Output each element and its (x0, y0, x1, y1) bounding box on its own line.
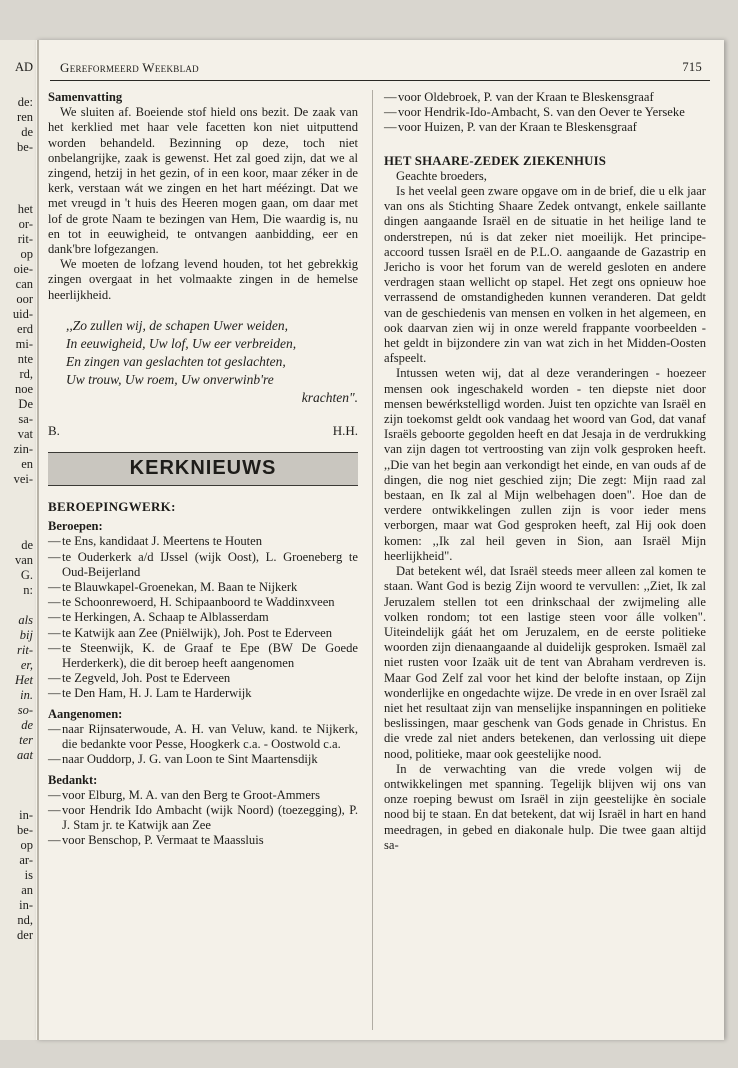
paragraph: We moeten de lofzang levend houden, tot het gebrekkig zingen overgaat in het volmaakte zingen in de hemelse heerlijkheid. (48, 257, 358, 302)
beroepen-list (48, 534, 358, 701)
signature-left: B. (48, 422, 60, 438)
previous-page-fragment: rit- (17, 232, 33, 246)
previous-page-fragment: oor (16, 292, 33, 306)
list-item (48, 686, 358, 701)
previous-page-fragment: er, (20, 658, 33, 672)
previous-page-fragment: uid- (12, 307, 33, 321)
list-item (48, 626, 358, 641)
dash-bullet: — (48, 686, 61, 701)
bedankt-label: Bedankt: (48, 772, 98, 787)
poem (48, 317, 358, 407)
previous-page-fragment: nte (17, 352, 33, 366)
dash-bullet: — (48, 610, 61, 625)
list-item (48, 833, 358, 848)
list-item (48, 534, 358, 549)
list-item (48, 610, 358, 625)
dash-bullet: — (48, 595, 61, 610)
previous-page-fragment: can (15, 277, 33, 291)
previous-page-fragment: De (18, 397, 33, 411)
binding-edge (37, 40, 39, 1040)
previous-page-fragment: oie- (13, 262, 33, 276)
paragraph: In de verwachting van die vrede volgen wij de ontwikkelingen met spanning. Tegelijk blijven wij ons van onze roeping bewust om Israël in zijn geestelijke èn sociale nood bij te staan. En dat betekent, dat wij Israël in hart en hand meedragen, in gebed en diakonale hulp. Die twee gaan altijd sa- (384, 761, 706, 852)
page-number: 715 (682, 60, 702, 74)
section-heading: Samenvatting (48, 90, 123, 104)
aangenomen-list (48, 722, 358, 768)
previous-page-fragment: an (21, 883, 33, 897)
dash-bullet: — (48, 787, 61, 802)
bedankt-continued-list (384, 90, 706, 136)
previous-page-fragment: nd, (17, 913, 33, 927)
dash-bullet: — (48, 640, 61, 655)
greeting: Geachte broeders, (396, 168, 487, 183)
list-item (48, 803, 358, 833)
column-divider (372, 90, 373, 1030)
dash-bullet: — (48, 721, 61, 736)
list-item-text: te Ouderkerk a/d IJssel (wijk Oost), L. Groeneberg te Oud-Beijerland (62, 549, 358, 579)
dash-bullet: — (48, 580, 61, 595)
previous-page-fragment: AD (14, 60, 33, 74)
list-item-text: voor Hendrik-Ido-Ambacht, S. van den Oever te Yerseke (398, 105, 685, 120)
list-item (48, 550, 358, 580)
previous-page-fragment: be- (17, 823, 33, 837)
previous-page-fragment: ar- (19, 853, 33, 867)
dash-bullet: — (384, 105, 397, 120)
previous-page-fragment: bij (19, 628, 33, 642)
previous-page-fragment: so- (17, 703, 33, 717)
dash-bullet: — (48, 833, 61, 848)
previous-page-fragment: de (21, 538, 33, 552)
list-item (48, 641, 358, 671)
list-item (48, 595, 358, 610)
list-item (48, 788, 358, 803)
previous-page-fragment: op (20, 247, 33, 261)
list-item-text: naar Ouddorp, J. G. van Loon te Sint Maartensdijk (62, 752, 318, 767)
signature-right: H.H. (332, 422, 358, 438)
dash-bullet: — (48, 752, 61, 767)
previous-page-fragment: zin- (13, 442, 33, 456)
paragraph: We sluiten af. Boeiende stof hield ons bezit. De zaak van het kerklied met haar vele facetten kon niet uitputtend worden behandeld. Bezinning op deze, toch niet onbelangrijke, zaak is gewenst. Het zal goed zijn, dat we al zingend, hetzij in het gezin, of in een koor, maar zéker in de kerk, verstaan wát we zingen en het hart méézingt. Dat we met vreugd in 't huis des Heeren mogen gaan, om daar met lof de grote Naam te bezingen van Hem, Die waardig is, nu en tot in eeuwigheid, te ontvangen aanbidding, eer en dank'bre lofgezangen. (48, 105, 358, 257)
list-item-text: voor Benschop, P. Vermaat te Maassluis (62, 833, 264, 848)
previous-page-fragment: het (17, 202, 33, 216)
list-item-text: voor Hendrik Ido Ambacht (wijk Noord) (toezegging), P. J. Stam jr. te Katwijk aan Zee (62, 802, 358, 833)
signature (48, 423, 358, 438)
aangenomen-label: Aangenomen: (48, 706, 123, 721)
dash-bullet: — (48, 534, 61, 549)
journal-title: Gereformeerd Weekblad (60, 60, 199, 75)
poem-line: krachten". (301, 389, 358, 405)
list-item (48, 580, 358, 595)
previous-page-fragment: de (21, 125, 33, 139)
previous-page-fragment: de: (17, 95, 33, 109)
list-item-text: te Schoonrewoerd, H. Schipaanboord te Waddinxveen (62, 595, 335, 610)
dash-bullet: — (48, 802, 61, 817)
list-item-text: te Zegveld, Joh. Post te Ederveen (62, 671, 231, 686)
previous-page-fragment: noe (14, 382, 33, 396)
previous-page-fragment: de (21, 718, 33, 732)
list-item-text: te Katwijk aan Zee (Pniëlwijk), Joh. Post te Ederveen (62, 625, 332, 640)
previous-page-fragment: en (21, 457, 33, 471)
list-item-text: te Steenwijk, K. de Graaf te Epe (BW De Goede Herderkerk), die dit beroep heeft aangenomen (62, 640, 358, 671)
previous-page-fragment: rit- (17, 643, 33, 657)
article-heading: HET SHAARE-ZEDEK ZIEKENHUIS (384, 153, 607, 168)
previous-page-fragment: der (17, 928, 33, 942)
right-column (384, 90, 706, 853)
previous-page-fragment: or- (18, 217, 33, 231)
list-item-text: te Blauwkapel-Groenekan, M. Baan te Nijkerk (62, 580, 298, 595)
list-item (384, 105, 706, 120)
running-header (50, 58, 710, 78)
previous-page-fragment: erd (17, 322, 33, 336)
list-item-text: naar Rijnsaterwoude, A. H. van Veluw, kand. te Nijkerk, die bedankte voor Pesse, Hoogkerk c.a. - Oostwold c.a. (62, 721, 358, 752)
left-column (48, 90, 358, 849)
list-item-text: voor Huizen, P. van der Kraan te Bleskensgraaf (398, 120, 637, 135)
previous-page-fragment: sa- (18, 412, 33, 426)
list-item (48, 722, 358, 752)
list-item (48, 752, 358, 767)
header-rule (50, 80, 710, 81)
bedankt-list (48, 788, 358, 849)
beroepen-label: Beroepen: (48, 519, 103, 534)
previous-page-fragment: als (18, 613, 33, 627)
list-item (384, 120, 706, 135)
previous-page-fragment: mi- (15, 337, 33, 351)
list-item-text: te Herkingen, A. Schaap te Alblasserdam (62, 610, 269, 625)
list-item-text: voor Elburg, M. A. van den Berg te Groot-Ammers (62, 787, 321, 802)
poem-line: In eeuwigheid, Uw lof, Uw eer verbreiden, (66, 335, 297, 351)
previous-page-fragment: rd, (19, 367, 33, 381)
dash-bullet: — (48, 549, 61, 564)
previous-page-fragment: ren (17, 110, 33, 124)
beroepingwerk-heading: BEROEPINGWERK: (48, 499, 176, 515)
list-item (384, 90, 706, 105)
previous-page-fragment: van (14, 553, 33, 567)
page (36, 40, 724, 1040)
paragraph: Is het veelal geen zware opgave om in de brief, die u elk jaar van ons als Stichting Shaare Zedek ontvangt, enkele saillante dingen aangaande Israël en de situatie in het heilige land te onderstrepen, nú is dat zeker niet moeilijk. Het principe-accoord tussen Israël en de P.L.O. aangaande de Gazastrip en Jericho is voor het forum van de wereld gesloten en andere verdragen staan wellicht op stapel. Het zegt ons opnieuw hoe verrassend de omstandigheden kunnen veranderen. Dat geldt van de geschiedenis van mensen en volken in het algemeen, en ook daarvan zien wij in onze wereld frappante voorbeelden - het geldt in bijzondere zin van wat zich in het Midden-Oosten afspeelt. (384, 184, 706, 366)
previous-page-fragment: n: (23, 583, 33, 597)
kerknieuws-banner: KERKNIEUWS (48, 452, 358, 486)
previous-page-fragment: be- (17, 140, 33, 154)
paragraph: Dat betekent wél, dat Israël steeds meer alleen zal komen te staan. Want God is bezig Zijn woord te vervullen: ,,Ziet, Ik zal Jeruzalem stellen tot een drinkschaal der zwijmeling alle volken rondom; tot een lastige steen voor álle volken". Uiteindelijk gáát het om Jeruzalem, en de eerste politieke woorden zijn dienaangaande al duidelijk gesproken. Ismaël zal niet rusten voor Izaäk uit de tent van Abraham verdreven is. Maar God Zelf zal voor het kind der belofte instaan, op Zijn wonderlijke en ongedachte wijze. De vrede in en over Israël zal niet het resultaat zijn van menselijke inspanningen en politieke beslissingen, maar geschenk van Gods genade in Christus. En die vrede zal niet anders betekenen, dan verlossing uit diepe nood, politieke, maar ook geestelijke nood. (384, 564, 706, 761)
previous-page-fragment: vat (17, 427, 33, 441)
poem-line: En zingen van geslachten tot geslachten, (66, 353, 286, 369)
previous-page-edge (0, 40, 36, 1040)
previous-page-fragment: is (24, 868, 33, 882)
previous-page-fragment: in- (19, 898, 33, 912)
list-item-text: te Den Ham, H. J. Lam te Harderwijk (62, 686, 252, 701)
previous-page-fragment: op (20, 838, 33, 852)
dash-bullet: — (384, 120, 397, 135)
previous-page-fragment: in- (19, 808, 33, 822)
paragraph: Intussen weten wij, dat al deze veranderingen - hoezeer mensen ook ingeschakeld worden - ten diepste niet door mensen bewérkstelligd worden. Juist ten opzichte van Israël en zijn toekomst geldt ook vandaag het woord van God, dat vanaf Israëls geboorte gegolden heeft en dat Jesaja in de verdrukking van zijn dagen tot vertroosting van zijn volk gesproken heeft. ,,Die van het begin aan verkondigt het einde, en van ouds af de dingen, die nog niet geschied zijn; Die zegt: Mijn raad zal bestaan, en Ik zal al Mijn welbehagen doen". Hoe dan de verdere ontwikkelingen zullen zijn is voor ieder mens verborgen, maar wat God gesproken heeft, zal Hij ook doen komen: ,,Ik zal heil geven in Sion, aan Israël Mijn heerlijkheid". (384, 366, 706, 563)
poem-line: ,,Zo zullen wij, de schapen Uwer weiden, (66, 317, 288, 333)
previous-page-fragment: vei- (13, 472, 33, 486)
previous-page-fragment: in. (20, 688, 33, 702)
list-item (48, 671, 358, 686)
list-item-text: te Ens, kandidaat J. Meertens te Houten (62, 534, 263, 549)
poem-line: Uw trouw, Uw roem, Uw onverwinb're (66, 371, 274, 387)
dash-bullet: — (384, 90, 397, 104)
previous-page-fragment: Het (14, 673, 33, 687)
previous-page-fragment: ter (19, 733, 33, 747)
previous-page-fragment: G. (20, 568, 33, 582)
dash-bullet: — (48, 671, 61, 686)
previous-page-fragment: aat (17, 748, 33, 762)
list-item-text: voor Oldebroek, P. van der Kraan te Bleskensgraaf (398, 90, 654, 104)
dash-bullet: — (48, 625, 61, 640)
